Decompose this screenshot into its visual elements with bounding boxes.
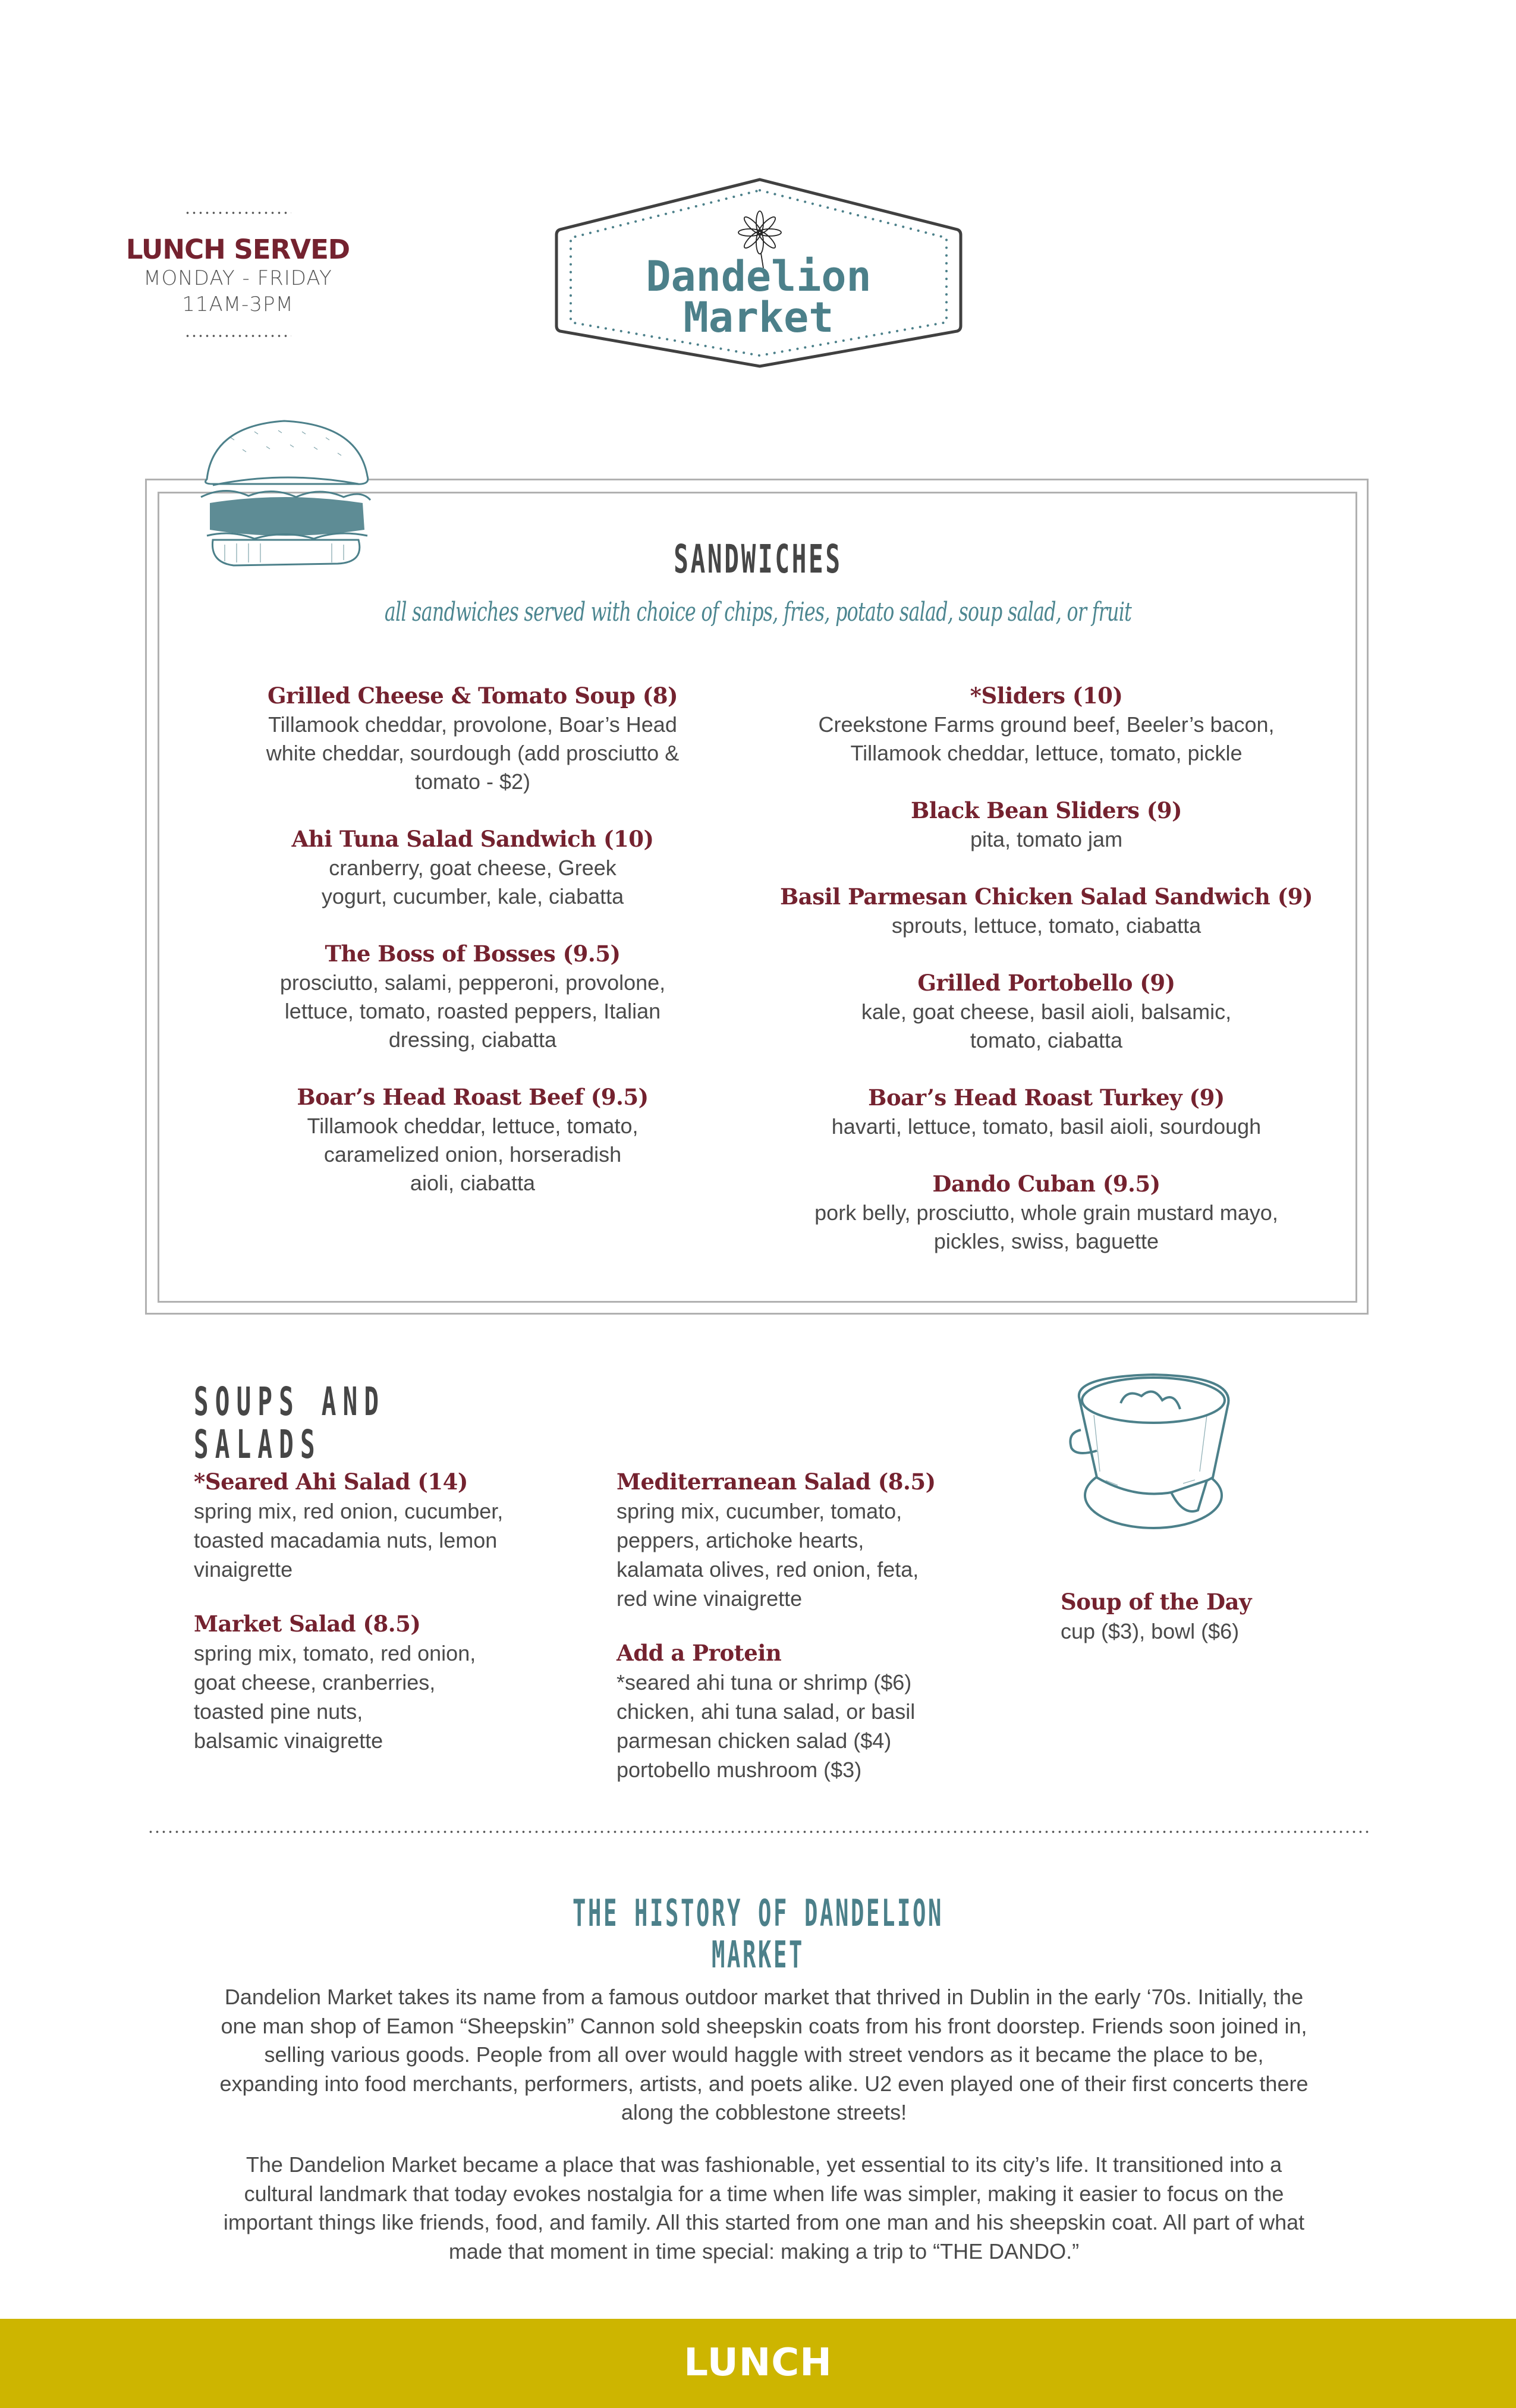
menu-item-name: Boar’s Head Roast Beef (9.5) <box>297 1084 649 1110</box>
menu-item-desc: havarti, lettuce, tomato, basil aioli, sourdough <box>831 1114 1262 1139</box>
menu-item <box>205 1083 740 1197</box>
lunch-served-heading: LUNCH SERVED <box>125 234 350 265</box>
menu-item-desc-line: spring mix, red onion, cucumber, <box>194 1499 504 1523</box>
sandwich-column-left <box>205 681 740 1226</box>
salads-column-2 <box>617 1467 997 1810</box>
menu-item-desc: Creekstone Farms ground beef, Beeler’s bacon, Tillamook cheddar, lettuce, tomato, pickle <box>818 712 1275 765</box>
menu-item-desc: prosciutto, salami, pepperoni, provolone, lettuce, tomato, roasted peppers, Italian dressing, ciabatta <box>279 970 666 1052</box>
burger-illustration <box>189 414 377 570</box>
dotted-divider <box>184 211 291 215</box>
menu-item-desc: Tillamook cheddar, provolone, Boar’s Head white cheddar, sourdough (add prosciutto & tomato - $2) <box>266 712 680 794</box>
menu-item <box>205 825 740 911</box>
footer-label: LUNCH <box>684 2341 832 2385</box>
svg-text:Market: Market <box>683 293 834 342</box>
menu-item-desc: sprouts, lettuce, tomato, ciabatta <box>891 913 1202 938</box>
menu-item-name: The Boss of Bosses (9.5) <box>325 941 621 967</box>
menu-item <box>779 1083 1314 1141</box>
history-paragraph-1: Dandelion Market takes its name from a famous outdoor market that thrived in Dublin in the early ‘70s. Initially, the one man shop of Eamon “Sheepskin” Cannon sold sheepskin coats from his front doorstep. Friends soon joined in, selling various goods. People from all over would haggle with street vendors as it became the place to be, expanding into food merchants, performers, artists, and poets alike. U2 even played one of their first concerts there along the cobblestone streets! <box>219 1985 1309 2124</box>
menu-item <box>205 939 740 1054</box>
menu-item-desc-line: vinaigrette <box>194 1557 293 1582</box>
menu-item-desc-line: portobello mushroom ($3) <box>617 1758 862 1782</box>
menu-item-desc: pita, tomato jam <box>970 827 1123 851</box>
menu-item-name: Black Bean Sliders (9) <box>910 797 1182 823</box>
soup-column <box>1061 1587 1358 1671</box>
menu-item <box>194 1467 574 1584</box>
menu-item-name: Dando Cuban (9.5) <box>932 1171 1160 1197</box>
menu-item <box>779 882 1314 940</box>
menu-item <box>1061 1587 1358 1646</box>
salads-column-1 <box>194 1467 574 1781</box>
menu-item-name: Ahi Tuna Salad Sandwich (10) <box>291 826 654 852</box>
dotted-divider <box>147 1830 1370 1834</box>
menu-item <box>779 681 1314 768</box>
dotted-divider <box>184 334 291 338</box>
sandwiches-subtitle: all sandwiches served with choice of chips, fries, potato salad, soup salad, or fruit <box>384 597 1132 627</box>
menu-item <box>617 1639 997 1784</box>
menu-item-desc-line: toasted macadamia nuts, lemon <box>194 1528 498 1552</box>
menu-item-desc-line: spring mix, tomato, red onion, <box>194 1641 476 1665</box>
soup-bowl-illustration <box>1064 1368 1243 1537</box>
menu-item-name: Boar’s Head Roast Turkey (9) <box>868 1084 1225 1111</box>
served-days: MONDAY - FRIDAY <box>143 266 332 290</box>
menu-item-desc-line: *seared ahi tuna or shrimp ($6) <box>617 1670 912 1695</box>
menu-item-desc-line: kalamata olives, red onion, feta, <box>617 1557 919 1582</box>
menu-item-desc-line: toasted pine nuts, <box>194 1699 363 1724</box>
menu-item-desc: Tillamook cheddar, lettuce, tomato, caramelized onion, horseradish aioli, ciabatta <box>307 1114 639 1195</box>
menu-item-desc: kale, goat cheese, basil aioli, balsamic, tomato, ciabatta <box>861 999 1232 1052</box>
history-paragraph-2: The Dandelion Market became a place that was fashionable, yet essential to its city’s life. It transitioned into a cultural landmark that today evokes nostalgia for a time when life was simpler, making it easier to focus on the important things like friends, food, and family. All this started from one man and his sheepskin coat. All part of what made that moment in time special: making a trip to “THE DANDO.” <box>223 2152 1305 2264</box>
menu-item <box>205 681 740 796</box>
menu-item-name: *Seared Ahi Salad (14) <box>194 1469 468 1495</box>
menu-item-name: Grilled Cheese & Tomato Soup (8) <box>267 683 678 709</box>
menu-item-name: *Sliders (10) <box>970 683 1123 709</box>
served-time: 11AM-3PM <box>182 293 294 316</box>
menu-item-desc-line: parmesan chicken salad ($4) <box>617 1728 892 1753</box>
menu-item-name: Grilled Portobello (9) <box>917 970 1175 996</box>
menu-item <box>779 796 1314 854</box>
sandwiches-heading: SANDWICHES <box>674 536 842 582</box>
menu-item <box>779 1170 1314 1256</box>
menu-item-desc-line: spring mix, cucumber, tomato, <box>617 1499 902 1523</box>
menu-item-desc-line: cup ($3), bowl ($6) <box>1061 1619 1240 1643</box>
menu-item <box>194 1609 574 1755</box>
menu-item <box>779 969 1314 1055</box>
menu-item-desc: cranberry, goat cheese, Greek yogurt, cucumber, kale, ciabatta <box>321 856 624 908</box>
menu-item-name: Basil Parmesan Chicken Salad Sandwich (9) <box>780 884 1313 910</box>
menu-item-desc: pork belly, prosciutto, whole grain mustard mayo, pickles, swiss, baguette <box>814 1200 1278 1253</box>
menu-item <box>617 1467 997 1613</box>
menu-item-name: Add a Protein <box>617 1640 782 1666</box>
sandwich-column-right <box>779 681 1314 1284</box>
footer-bar <box>0 2319 1516 2408</box>
dandelion-market-logo <box>553 176 964 370</box>
menu-item-name: Mediterranean Salad (8.5) <box>617 1469 936 1495</box>
lunch-hours <box>113 211 363 338</box>
menu-item-desc-line: chicken, ahi tuna salad, or basil <box>617 1699 916 1724</box>
menu-item-name: Market Salad (8.5) <box>194 1611 421 1637</box>
menu-item-desc-line: peppers, artichoke hearts, <box>617 1528 864 1552</box>
history-heading: THE HISTORY OF DANDELION MARKET <box>573 1891 943 1976</box>
menu-item-desc-line: red wine vinaigrette <box>617 1586 803 1611</box>
menu-item-name: Soup of the Day <box>1061 1589 1252 1615</box>
menu-item-desc-line: goat cheese, cranberries, <box>194 1670 436 1695</box>
soups-salads-heading: SOUPS AND SALADS <box>194 1379 386 1467</box>
svg-text:Dandelion: Dandelion <box>646 252 872 301</box>
menu-item-desc-line: balsamic vinaigrette <box>194 1728 383 1753</box>
